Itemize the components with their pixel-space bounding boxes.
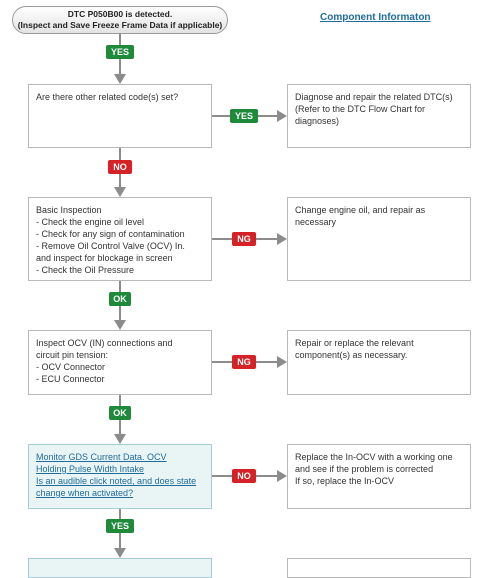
result-text-line: Change engine oil, and repair as [295,205,426,215]
result-diagnose-related-dtc-box [287,84,471,148]
step-basic-inspection-box [28,197,212,281]
step-text-line: circuit pin tension: [36,350,109,360]
ok-badge: OK [109,292,131,306]
result-repair-component-box [287,330,471,395]
start-terminator [12,6,228,34]
yes-badge: YES [106,45,134,59]
step-text-line: Inspect OCV (IN) connections and [36,338,173,348]
ok-badge: OK [109,406,131,420]
start-line-2: (Inspect and Save Freeze Frame Data if applicable) [17,20,223,30]
step-text-line: - Check for any sign of contamination [36,229,185,239]
result-replace-ocv-box [287,444,471,509]
monitor-gds-link[interactable]: Monitor GDS Current Data. OCV [36,452,167,462]
step-other-codes-box [28,84,212,148]
monitor-gds-link[interactable]: Holding Pulse Width Intake [36,464,145,474]
step-text-line: Are there other related code(s) set? [36,92,179,102]
result-text-line: and see if the problem is corrected [295,464,434,474]
component-information-link[interactable]: Component Informaton [320,12,431,23]
step-text-line: - Remove Oil Control Valve (OCV) In. [36,241,185,251]
yes-badge: YES [230,109,258,123]
result-text-line: Repair or replace the relevant [295,338,414,348]
result-text-line: diagnoses) [295,116,340,126]
no-badge: NO [108,160,132,174]
step-text-line: and inspect for blockage in screen [36,253,173,263]
start-line-1: DTC P050B00 is detected. [67,9,173,19]
monitor-gds-link[interactable]: change when activated? [36,488,134,498]
result-text-line: (Refer to the DTC Flow Chart for [295,104,426,114]
step-text-line: - ECU Connector [36,374,105,384]
ng-badge: NG [232,232,256,246]
result-text-line: necessary [295,217,337,227]
result-change-oil-box [287,197,471,281]
ng-badge: NG [232,355,256,369]
step-inspect-ocv-box [28,330,212,395]
yes-badge: YES [106,519,134,533]
result-text-line: If so, replace the In-OCV [295,476,395,486]
monitor-gds-link[interactable]: Is an audible click noted, and does state [36,476,197,486]
step-monitor-gds-box [28,444,212,509]
step-text-line: - Check the Oil Pressure [36,265,135,275]
step-text-line: - OCV Connector [36,362,106,372]
step-text-line: Basic Inspection [36,205,102,215]
result-text-line: component(s) as necessary. [295,350,408,360]
result-text-line: Replace the In-OCV with a working one [295,452,453,462]
result-text-line: Diagnose and repair the related DTC(s) [295,92,453,102]
step-text-line: - Check the engine oil level [36,217,145,227]
result-next-box [287,558,471,578]
step-next-box [28,558,212,578]
no-badge: NO [232,469,256,483]
